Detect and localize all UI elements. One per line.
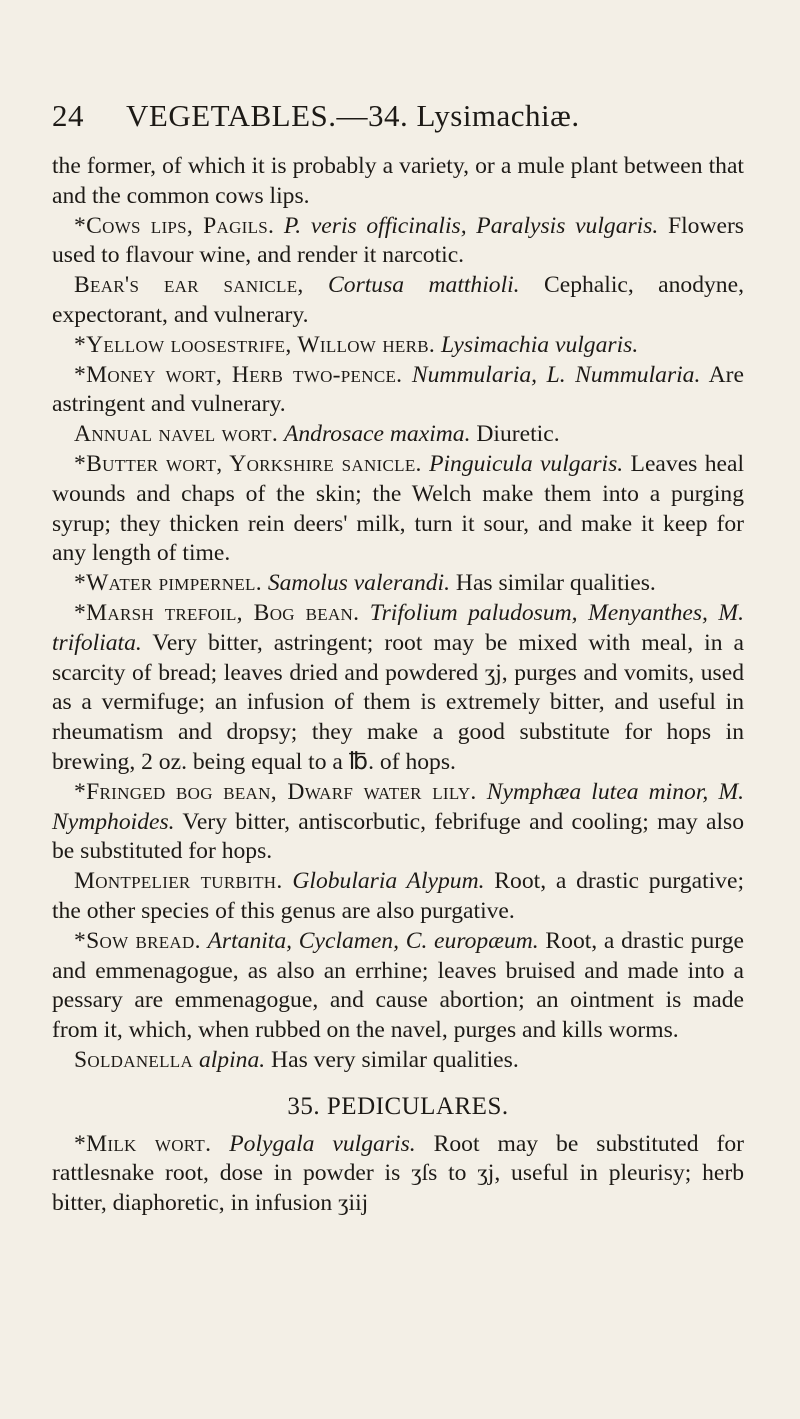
entry-paragraph [52,778,744,867]
common-name: Annual navel wort. [74,421,279,448]
entry-paragraph [52,331,744,361]
entry-paragraph [52,450,744,569]
common-name: Montpelier turbith. [74,868,283,895]
latin-name: P. veris officinalis, Paralysis vulgaris. [283,212,659,239]
latin-name: Trifolium paludosum, Menyanthes, M. trifoliata. [52,599,744,656]
entry-paragraph [52,927,744,1046]
page-body [52,152,744,1219]
continuation-paragraph [52,152,744,212]
latin-name: Lysimachia vulgaris. [441,331,639,358]
common-name: *Water pimpernel. [74,570,262,597]
entry-text: Diuretic. [470,421,560,448]
entry-paragraph [52,867,744,927]
common-name: *Sow bread. [74,927,201,954]
common-name: *Fringed bog bean, Dwarf water lily. [74,778,477,805]
common-name: *Yellow loosestrife, Willow herb. [74,331,436,358]
entry-text [201,928,208,954]
entry-text: Very bitter, astringent; root may be mixed with meal, in a scarcity of bread; leaves dried and powdered ʒj, purges and vomits, used as a vermifuge; an infusion of them is extremely bitter, and useful in rheumatism and dropsy; they make a good substitute for hops in brewing, 2 oz. being equal to a ℔. of hops. [52,629,744,775]
entry-text: Leaves heal wounds and chaps of the skin; the Welch make them into a purging syrup; they thicken rein deers' milk, turn it sour, and make it keep for any length of time. [52,450,745,567]
entry-text [283,868,293,894]
entry-text: Very bitter, antiscorbutic, febrifuge and cooling; may also be substituted for hops. [52,808,744,865]
entry-text [274,213,284,239]
entry-text [422,451,429,477]
entry-paragraph [52,271,744,331]
entry-text [359,600,369,626]
latin-name: Nummularia, L. Nummularia. [411,361,701,388]
common-name: *Milk wort. [74,1130,212,1157]
entry-text: Root may be substituted for rattlesnake root, dose in powder is ʒſs to ʒj, useful in pleurisy; herb bitter, diaphoretic, in infusion ʒiij [52,1130,744,1217]
latin-name: Globularia Alypum. [292,868,485,895]
latin-name: Samolus valerandi. [267,570,451,597]
latin-name: alpina. [198,1046,266,1073]
common-name: *Cows lips, Pagils. [74,212,275,239]
page-number: 24 [52,98,84,133]
entry-paragraph [52,361,744,421]
entries-section-35 [52,1130,744,1219]
entry-paragraph [52,1130,744,1219]
entry-text: Are astringent and vulnerary. [52,361,744,418]
common-name: Bear's ear sanicle, [74,272,304,299]
running-header [52,98,742,134]
latin-name: Pinguicula vulgaris. [429,450,624,477]
entries-section-34 [52,152,744,1076]
entry-paragraph [52,212,744,272]
common-name: *Marsh trefoil, Bog bean. [74,599,360,626]
entry-paragraph [52,599,744,778]
entry-text [477,779,487,805]
entry-paragraph [52,420,744,450]
entry-text [211,1131,229,1157]
common-name: *Money wort, Herb two-pence. [74,361,403,388]
entry-text: Root, a drastic purge and emmenagogue, as also an errhine; leaves bruised and made into a pessary are emmenagogue, and cause abortion; an ointment is made from it, which, when rubbed on the navel, purges and kills worms. [52,927,744,1044]
entry-text: Has very similar qualities. [265,1046,519,1073]
entry-text: Has similar qualities. [450,570,656,597]
entry-text [304,272,328,298]
latin-name: Polygala vulgaris. [229,1130,416,1157]
running-title: VEGETABLES.—34. Lysimachiæ. [126,98,580,133]
common-name: Soldanella [74,1046,194,1073]
entry-text: Cephalic, anodyne, expectorant, and vulnerary. [52,272,744,328]
entry-text: Flowers used to flavour wine, and render it narcotic. [52,212,744,269]
latin-name: Nymphæa lutea minor, M. Nymphoides. [52,778,745,835]
entry-text [402,362,412,388]
latin-name: Androsace maxima. [283,421,471,448]
section-heading: 35. PEDICULARES. [287,1092,509,1120]
entry-text: the former, of which it is probably a variety, or a mule plant between that and the common cows lips. [52,153,744,209]
latin-name: Cortusa matthioli. [328,272,520,299]
latin-name: Artanita, Cyclamen, C. europæum. [207,927,539,954]
entry-text: Root, a drastic purgative; the other species of this genus are also purgative. [52,868,744,924]
entry-paragraph [52,1046,744,1076]
common-name: *Butter wort, Yorkshire sanicle. [74,450,422,477]
entry-paragraph [52,569,744,599]
